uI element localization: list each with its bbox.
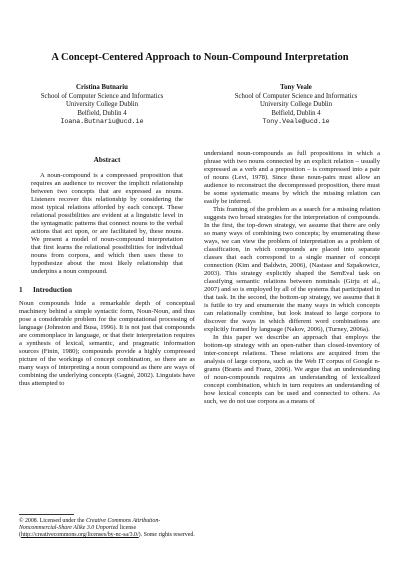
- author-email[interactable]: Tony.Veale@ucd.ie: [262, 118, 330, 126]
- abstract-heading: Abstract: [93, 156, 121, 164]
- body-paragraph-3: In this paper we describe an approach that employs the bottom-up strategy with an open-rather than closed-inventory of inter-concept relations. These relations are acquired from the analysis of large corpora, such as the Web IT corpus of Google n-grams (Brants and Franz, 2006). We argue that an understanding of noun-compounds requires an understanding of lexicalized concept combination, which in turn requires an understanding of how lexical concepts can be used and connected to others. As such, we do not use corpora as a means of: [204, 334, 380, 405]
- author-university: University College Dublin: [65, 101, 139, 109]
- intro-paragraph: Noun compounds hide a remarkable depth of conceptual machinery behind a simple syntactic form, Noun-Noun, and thus pose a considerable problem for the computational processing of language (Johnston and Busa, 1996). It is not just that compounds are commonplace in language, or that their interpretation requires a synthesis of lexical, semantic, and pragmatic information sources (Finin, 1980); compounds provide a highly compressed picture of the workings of concept combination, so there are as many ways of interpreting a noun compound as there are ways of combining the underlying concepts (Gagné, 2002). Linguists have thus attempted to: [19, 300, 195, 387]
- abstract-text: A noun-compound is a compressed proposition that requires an audience to recover the implicit relationship between two concepts that are expressed as nouns. Listeners recover this relationship by considering the most typical relations afforded by each concept. These relational possibilities are evident at a linguistic level in the syntagmatic patterns that connect nouns to the verbal actions that act upon, or are facilitated by, these nouns. We present a model of noun-compound interpretation that first learns the relational possibilities for individual nouns from corpora, and which then uses these to hypothesize about the most likely relationship that underpins a noun compound.: [31, 172, 183, 275]
- author-email[interactable]: Ioana.Butnariu@ucd.ie: [60, 118, 144, 126]
- author-block-2: [206, 84, 386, 127]
- section-number: 1: [19, 286, 23, 294]
- footnote-license-word: license (: [19, 525, 137, 538]
- body-paragraph-1: understand noun-compounds as full propositions in which a phrase with two nouns connected by an explicit relation – usually expressed as a verb and a preposition – is compressed into a pair of nouns (Levi, 1978). Since these noun-pairs must allow an audience to reconstruct the decompressed proposition, there must be some systematic means by which the missing relation can easily be inferred.: [204, 150, 380, 205]
- license-footnote: [19, 514, 195, 539]
- author-block-1: [12, 84, 192, 127]
- right-column: [204, 150, 380, 406]
- footnote-prefix: © 2008. Licensed under the: [19, 518, 85, 524]
- body-paragraph-2: This framing of the problem as a search for a missing relation suggests two broad strategies for the interpretation of compounds. In the first, the top-down strategy, we assume that there are only so many ways of combining two concepts; by enumerating these ways, we can view the problem of interpretation as a problem of classification, in which compounds are placed into separate classes that each correspond to a single manner of concept connection (Kim and Baldwin, 2006), (Nastase and Szpakowicz, 2003). This strategy explicitly shaped the SemEval task on classifying semantic relations between nominals (Girju et al., 2007) and so is employed by all of the systems that participated in that task. In the second, the bottom-up strategy, we assume that it is futile to try and enumerate the many ways in which concepts can relationally combine, but look instead to large corpora to discover the ways in which different word combinations are explicitly framed by language (Nakov, 2006), (Turney, 2006a).: [204, 206, 380, 333]
- license-name: Creative Commons Attribution-Noncommercial-Share Alike 3.0 Unported: [19, 518, 161, 531]
- paper-title: A Concept-Centered Approach to Noun-Compound Interpretation: [51, 52, 349, 63]
- section-heading: [19, 286, 195, 294]
- section-title: Introduction: [33, 286, 73, 294]
- left-column: [19, 148, 195, 388]
- author-university: University College Dublin: [259, 101, 333, 109]
- author-name: Cristina Butnariu: [76, 84, 128, 91]
- author-city: Belfield, Dublin 4: [77, 109, 127, 117]
- author-name: Tony Veale: [280, 84, 312, 91]
- footnote-rule: [19, 514, 74, 515]
- footnote-suffix: ). Some rights reserved.: [138, 532, 195, 538]
- author-affiliation: School of Computer Science and Informatics: [234, 92, 358, 100]
- author-affiliation: School of Computer Science and Informatics: [40, 92, 164, 100]
- license-link[interactable]: http://creativecommons.org/licenses/by-nc-sa/3.0/: [20, 532, 139, 538]
- author-city: Belfield, Dublin 4: [271, 109, 321, 117]
